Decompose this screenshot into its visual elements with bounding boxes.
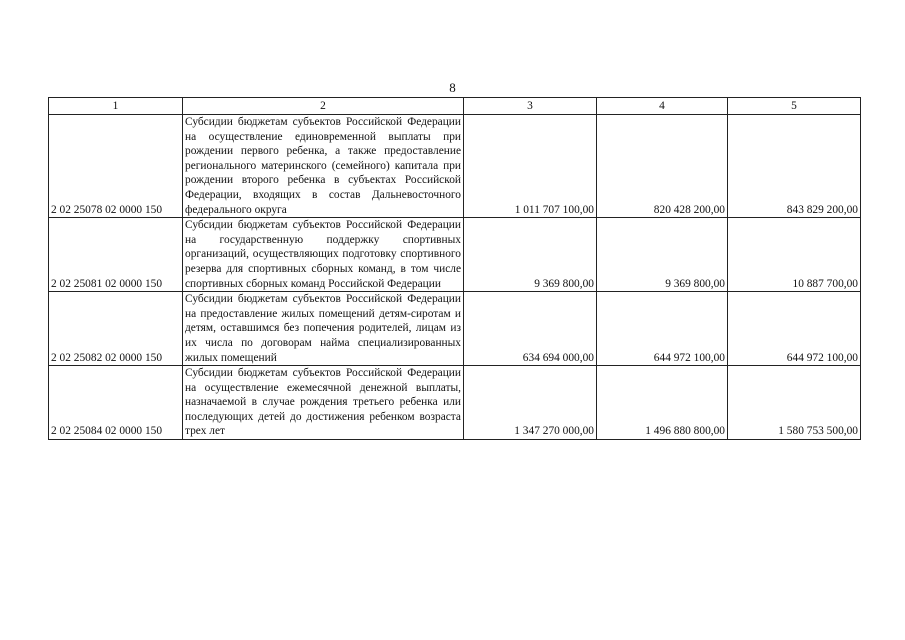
header-col-5: 5 bbox=[728, 98, 861, 115]
table-header-row bbox=[49, 98, 861, 115]
row-description: Субсидии бюджетам субъектов Российской Федерации на государственную поддержку спортивных организаций, осуществляющих подготовку спортивного резерва для спортивных сборных команд, в том числе спортивных сборных команд Российской Федерации bbox=[183, 218, 464, 292]
table-row bbox=[49, 218, 861, 292]
row-value-col4: 1 496 880 800,00 bbox=[597, 366, 728, 440]
row-value-col3: 9 369 800,00 bbox=[464, 218, 597, 292]
header-col-4: 4 bbox=[597, 98, 728, 115]
row-value-col4: 820 428 200,00 bbox=[597, 115, 728, 218]
row-description: Субсидии бюджетам субъектов Российской Федерации на осуществление ежемесячной денежной выплаты, назначаемой в случае рождения третьего ребенка или последующих детей до достижения ребенком возраста трех лет bbox=[183, 366, 464, 440]
table-row bbox=[49, 366, 861, 440]
row-value-col5: 10 887 700,00 bbox=[728, 218, 861, 292]
table-row bbox=[49, 115, 861, 218]
row-code: 2 02 25081 02 0000 150 bbox=[49, 218, 183, 292]
row-value-col4: 9 369 800,00 bbox=[597, 218, 728, 292]
header-col-1: 1 bbox=[49, 98, 183, 115]
row-value-col5: 843 829 200,00 bbox=[728, 115, 861, 218]
header-col-2: 2 bbox=[183, 98, 464, 115]
row-code: 2 02 25084 02 0000 150 bbox=[49, 366, 183, 440]
row-code: 2 02 25082 02 0000 150 bbox=[49, 292, 183, 366]
page-number: 8 bbox=[449, 80, 456, 95]
row-value-col5: 644 972 100,00 bbox=[728, 292, 861, 366]
row-value-col5: 1 580 753 500,00 bbox=[728, 366, 861, 440]
row-description: Субсидии бюджетам субъектов Российской Федерации на осуществление единовременной выплаты при рождении первого ребенка, а также предоставление регионального материнского (семейного) капитала при рождении второго ребенка в субъектах Российской Федерации, входящих в состав Дальневосточного федерального округа bbox=[183, 115, 464, 218]
row-value-col3: 634 694 000,00 bbox=[464, 292, 597, 366]
row-value-col3: 1 347 270 000,00 bbox=[464, 366, 597, 440]
row-value-col4: 644 972 100,00 bbox=[597, 292, 728, 366]
row-description: Субсидии бюджетам субъектов Российской Федерации на предоставление жилых помещений детям-сиротам и детям, оставшимся без попечения родителей, лицам из их числа по договорам найма специализированных жилых помещений bbox=[183, 292, 464, 366]
row-code: 2 02 25078 02 0000 150 bbox=[49, 115, 183, 218]
budget-table bbox=[48, 97, 861, 440]
table-row bbox=[49, 292, 861, 366]
row-value-col3: 1 011 707 100,00 bbox=[464, 115, 597, 218]
header-col-3: 3 bbox=[464, 98, 597, 115]
